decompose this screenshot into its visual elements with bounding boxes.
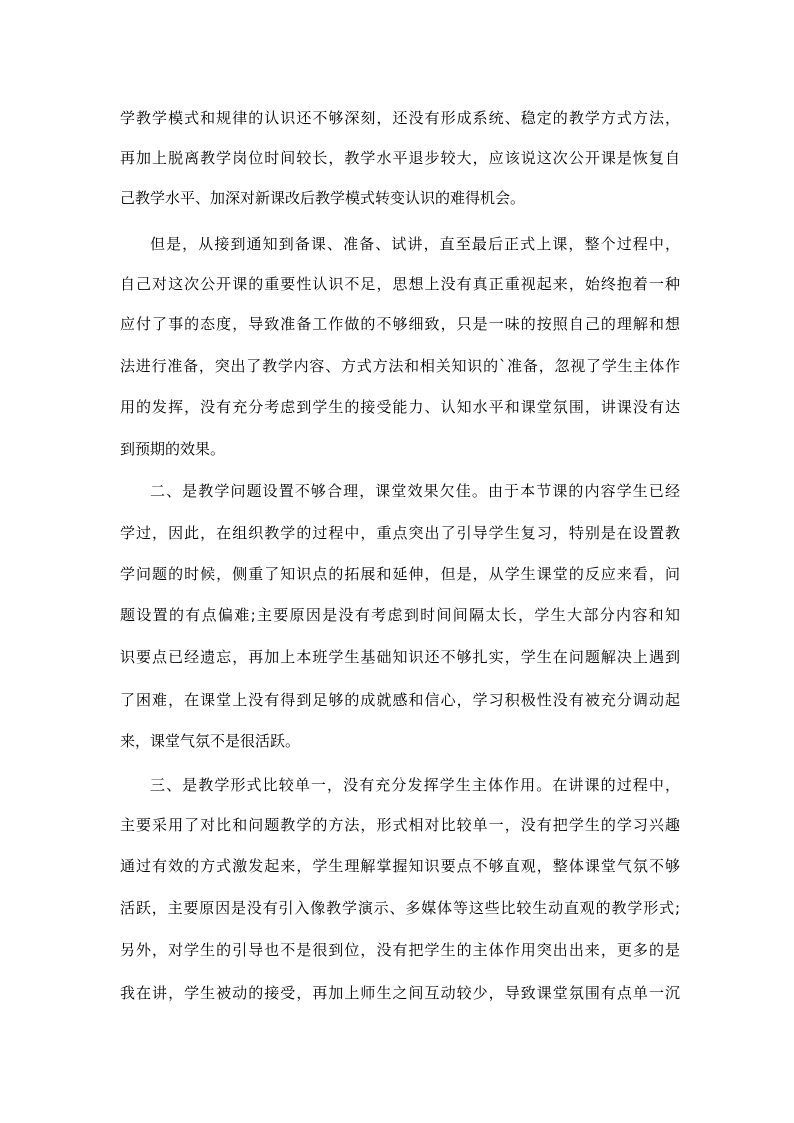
text-line: 自己对这次公开课的重要性认识不足，思想上没有真正重视起来，始终抱着一种 <box>120 275 680 293</box>
text-line: 了困难，在课堂上没有得到足够的成就感和信心，学习积极性没有被充分调动起 <box>120 691 680 709</box>
text-line: 己教学水平、加深对新课改后教学模式转变认识的难得机会。 <box>120 189 526 207</box>
text-line: 识要点已经遗忘，再加上本班学生基础知识还不够扎实，学生在问题解决上遇到 <box>120 648 680 666</box>
text-line: 通过有效的方式激发起来，学生理解掌握知识要点不够直观，整体课堂气氛不够 <box>120 857 680 875</box>
text-line: 来，课堂气氛不是很活跃。 <box>120 732 301 750</box>
text-line: 学问题的时候，侧重了知识点的拓展和延伸，但是，从学生课堂的反应来看，问 <box>120 565 680 583</box>
text-line: 另外，对学生的引导也不是很到位，没有把学生的主体作用突出出来，更多的是 <box>120 941 680 959</box>
text-line: 活跃，主要原因是没有引入像教学演示、多媒体等这些比较生动直观的教学形式; <box>120 899 680 917</box>
text-line: 法进行准备，突出了教学内容、方式方法和相关知识的`准备，忽视了学生主体作 <box>120 357 680 375</box>
text-line: 我在讲，学生被动的接受，再加上师生之间互动较少，导致课堂氛围有点单一沉 <box>120 984 680 1002</box>
text-line: 再加上脱离教学岗位时间较长，教学水平退步较大，应该说这次公开课是恢复自 <box>120 149 680 167</box>
text-line: 学教学模式和规律的认识还不够深刻，还没有形成系统、稳定的教学方式方法， <box>120 109 680 127</box>
text-line: 题设置的有点偏难;主要原因是没有考虑到时间间隔太长，学生大部分内容和知 <box>120 606 680 624</box>
text-line: 应付了事的态度，导致准备工作做的不够细致，只是一味的按照自己的理解和想 <box>120 315 680 333</box>
text-line: 主要采用了对比和问题教学的方法，形式相对比较单一，没有把学生的学习兴趣 <box>120 816 680 834</box>
text-line: 二、是教学问题设置不够合理，课堂效果欠佳。由于本节课的内容学生已经 <box>150 482 680 500</box>
text-line: 学过，因此，在组织教学的过程中，重点突出了引导学生复习，特别是在设置教 <box>120 524 680 542</box>
text-line: 用的发挥，没有充分考虑到学生的接受能力、认知水平和课堂氛围，讲课没有达 <box>120 398 680 416</box>
text-line: 但是，从接到通知到备课、准备、试讲，直至最后正式上课，整个过程中， <box>150 235 680 253</box>
text-line: 三、是教学形式比较单一，没有充分发挥学生主体作用。在讲课的过程中， <box>150 776 680 794</box>
text-line: 到预期的效果。 <box>120 440 226 458</box>
